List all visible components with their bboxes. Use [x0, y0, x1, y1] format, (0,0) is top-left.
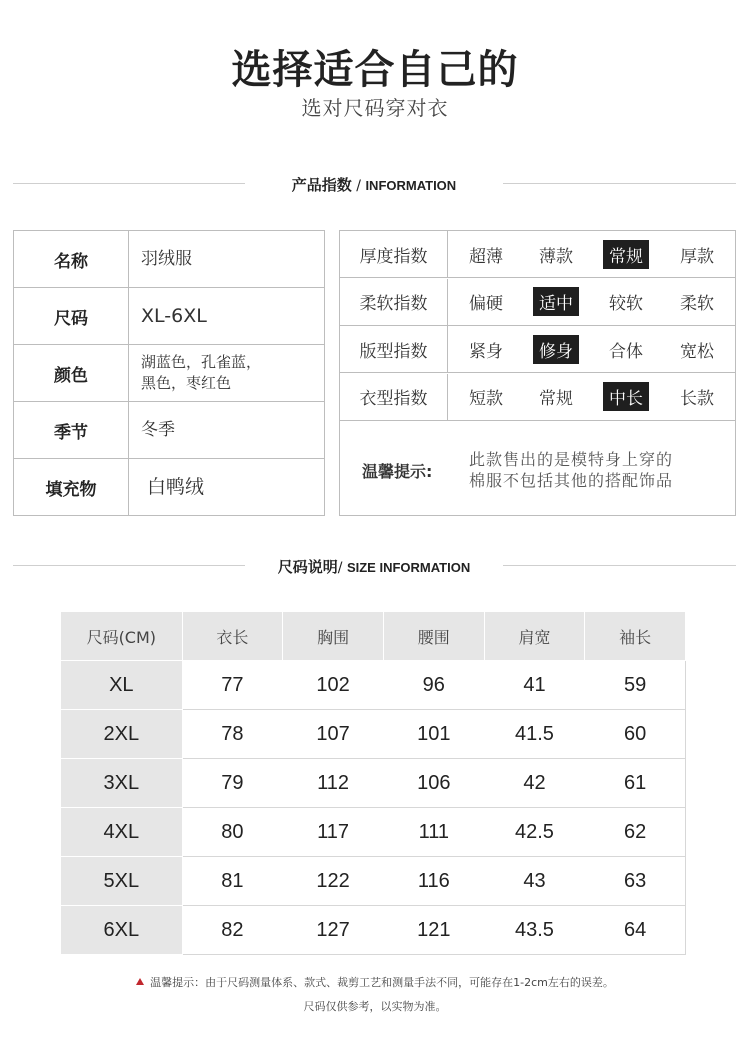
size-value-cell: 107: [283, 710, 384, 759]
size-value-cell: 77: [182, 661, 283, 710]
size-table-row: [61, 857, 686, 906]
index-option: [457, 326, 515, 372]
section-heading-en: SIZE INFORMATION: [346, 560, 471, 575]
tip-label: 温馨提示:: [362, 462, 433, 481]
product-index-table: [339, 230, 736, 516]
index-option-label: 适中: [533, 287, 579, 316]
index-label: 厚度指数: [340, 231, 448, 277]
index-option-label: 合体: [609, 341, 643, 362]
size-value-cell: 78: [182, 710, 283, 759]
size-value-cell: 82: [182, 906, 283, 955]
product-info-table: [13, 230, 325, 516]
section-heading-size: [245, 556, 503, 577]
size-value-cell: 64: [585, 906, 686, 955]
info-row: [14, 402, 324, 459]
divider-left: [13, 565, 245, 566]
size-value-cell: 62: [585, 808, 686, 857]
size-table-row: [61, 661, 686, 710]
size-value-cell: 61: [585, 759, 686, 808]
size-value-cell: 79: [182, 759, 283, 808]
info-value: XL-6XL: [141, 304, 207, 327]
size-label-cell: 4XL: [61, 808, 183, 857]
warning-triangle-icon: [136, 978, 144, 985]
size-table-row: [61, 808, 686, 857]
size-value-cell: 116: [383, 857, 484, 906]
footer-note-2: 尺码仅供参考，以实物为准。: [303, 1000, 447, 1013]
section-heading-sep: /: [351, 178, 366, 194]
index-option: [527, 231, 585, 277]
footer-note-text: 温馨提示：由于尺码测量体系、款式、裁剪工艺和测量手法不同，可能存在1-2cm左右的误差。: [150, 976, 614, 989]
divider-right: [503, 183, 736, 184]
index-option-label: 常规: [603, 240, 649, 269]
size-value-cell: 60: [585, 710, 686, 759]
size-value-cell: 41.5: [484, 710, 585, 759]
index-option: [668, 374, 726, 420]
index-option: [457, 231, 515, 277]
info-label: 填充物: [14, 459, 129, 515]
index-option: [597, 279, 655, 325]
size-label-cell: 2XL: [61, 710, 183, 759]
index-label: 衣型指数: [340, 374, 448, 420]
index-label: 柔软指数: [340, 279, 448, 325]
index-option-selected: [527, 326, 585, 372]
size-table-row: [61, 759, 686, 808]
index-option: [668, 279, 726, 325]
size-label-cell: 3XL: [61, 759, 183, 808]
size-table: [60, 611, 686, 944]
index-option-selected: [597, 374, 655, 420]
size-table-header-cell: 袖长: [585, 612, 686, 661]
divider-right: [503, 565, 736, 566]
index-option: [457, 279, 515, 325]
info-label: 季节: [14, 402, 129, 458]
index-row: [340, 326, 735, 373]
size-table-header-cell: 胸围: [283, 612, 384, 661]
size-label-cell: XL: [61, 661, 183, 710]
size-value-cell: 63: [585, 857, 686, 906]
size-value-cell: 80: [182, 808, 283, 857]
info-value: 冬季: [141, 419, 175, 440]
page-title: 选择适合自己的: [231, 47, 519, 93]
index-option: [527, 374, 585, 420]
size-value-cell: 111: [383, 808, 484, 857]
index-option: [597, 326, 655, 372]
size-value-cell: 43.5: [484, 906, 585, 955]
tip-line: 此款售出的是模特身上穿的: [469, 450, 674, 469]
size-value-cell: 43: [484, 857, 585, 906]
size-value-cell: 42.5: [484, 808, 585, 857]
index-option: [668, 231, 726, 277]
index-row: [340, 374, 735, 421]
size-value-cell: 127: [283, 906, 384, 955]
size-value-cell: 117: [283, 808, 384, 857]
info-label: 尺码: [14, 288, 129, 344]
info-value: 白鸭绒: [147, 475, 205, 498]
size-table-row: [61, 710, 686, 759]
index-option-selected: [597, 231, 655, 277]
size-value-cell: 112: [283, 759, 384, 808]
index-option-label: 柔软: [680, 294, 714, 314]
info-row: [14, 345, 324, 402]
info-label: 名称: [14, 231, 129, 287]
section-heading-zh: 尺码说明: [277, 558, 338, 576]
section-heading-zh: 产品指数: [291, 176, 352, 194]
size-value-cell: 59: [585, 661, 686, 710]
info-value: 羽绒服: [141, 248, 192, 269]
index-label: 版型指数: [340, 326, 448, 372]
size-value-cell: 42: [484, 759, 585, 808]
size-value-cell: 41: [484, 661, 585, 710]
info-label: 颜色: [14, 345, 129, 401]
index-option-label: 超薄: [469, 246, 503, 267]
index-option-label: 短款: [469, 389, 503, 409]
size-value-cell: 102: [283, 661, 384, 710]
index-option-label: 偏硬: [469, 294, 503, 314]
tip-line: 棉服不包括其他的搭配饰品: [469, 471, 674, 490]
index-option: [457, 374, 515, 420]
size-value-cell: 106: [383, 759, 484, 808]
size-label-cell: 6XL: [61, 906, 183, 955]
index-option-selected: [527, 279, 585, 325]
index-option-label: 常规: [539, 389, 573, 409]
index-option-label: 长款: [680, 389, 714, 409]
index-option-label: 薄款: [539, 246, 573, 267]
info-row: [14, 288, 324, 345]
size-value-cell: 121: [383, 906, 484, 955]
footer-note: [0, 974, 750, 990]
index-option: [668, 326, 726, 372]
page-subtitle: 选对尺码穿对衣: [301, 96, 449, 120]
divider-left: [13, 183, 245, 184]
index-option-label: 厚款: [680, 246, 714, 267]
section-heading-en: INFORMATION: [365, 178, 457, 193]
size-value-cell: 122: [283, 857, 384, 906]
size-value-cell: 96: [383, 661, 484, 710]
index-option-label: 宽松: [680, 341, 714, 362]
section-heading-product: [245, 174, 503, 195]
tip-text: [469, 449, 731, 491]
size-table-header-cell: 腰围: [383, 612, 484, 661]
index-option-label: 中长: [603, 382, 649, 411]
size-table-row: [61, 906, 686, 955]
info-row: [14, 459, 324, 515]
size-table-header-cell: 尺码(CM): [61, 612, 183, 661]
info-value: 湖蓝色，孔雀蓝， 黑色，枣红色: [141, 353, 262, 392]
section-heading-sep: /: [337, 560, 347, 576]
size-table-header-cell: 衣长: [182, 612, 283, 661]
info-row: [14, 231, 324, 288]
index-option-label: 较软: [609, 294, 643, 314]
size-value-cell: 81: [182, 857, 283, 906]
size-table-header-row: [61, 612, 686, 661]
index-row: [340, 231, 735, 278]
size-table-header-cell: 肩宽: [484, 612, 585, 661]
size-label-cell: 5XL: [61, 857, 183, 906]
index-row: [340, 279, 735, 326]
size-value-cell: 101: [383, 710, 484, 759]
index-option-label: 紧身: [469, 341, 503, 362]
index-option-label: 修身: [533, 335, 579, 364]
tip-row: [340, 421, 735, 515]
